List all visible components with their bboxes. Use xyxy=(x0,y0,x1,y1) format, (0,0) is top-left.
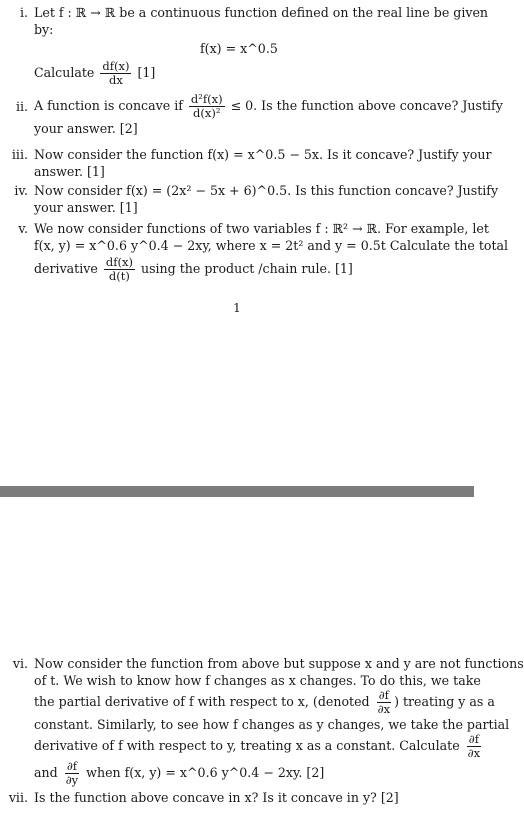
partial-x-fraction xyxy=(466,733,482,760)
derivative-line xyxy=(34,256,466,283)
question-text: and xyxy=(34,765,58,780)
fraction-numerator: ∂f xyxy=(468,732,479,746)
question-text-line: constant. Similarly, to see how f changes as y changes, we take the partial xyxy=(34,717,510,732)
page-number: 1 xyxy=(233,301,241,315)
question-text: ) treating y as a xyxy=(394,694,495,709)
question-number: iii. xyxy=(11,147,28,162)
partial-x-fraction xyxy=(376,689,392,716)
question-text-line: We now consider functions of two variables f : ℝ² → ℝ. For example, let xyxy=(34,221,489,236)
question-text: the partial derivative of f with respect to x, (denoted xyxy=(34,694,370,709)
fraction-denominator: ∂y xyxy=(65,773,79,787)
fraction-numerator: ∂f xyxy=(66,759,78,773)
fraction-denominator: ∂x xyxy=(377,702,391,716)
question-text: A function is concave if xyxy=(34,98,183,113)
fraction-numerator: df(x) xyxy=(105,255,133,269)
question-text: when f(x, y) = x^0.6 y^0.4 − 2xy. [2] xyxy=(86,765,325,780)
fraction-denominator: d(t) xyxy=(108,269,130,283)
question-text-line: Let f : ℝ → ℝ be a continuous function defined on the real line be given xyxy=(34,5,489,20)
question-text-line: your answer. [2] xyxy=(34,121,138,136)
total-derivative-fraction xyxy=(104,256,135,283)
question-number: i. xyxy=(19,5,28,20)
fraction-numerator: d²f(x) xyxy=(190,92,223,106)
question-text-line: your answer. [1] xyxy=(34,200,138,215)
question-text-line: by: xyxy=(34,22,54,37)
derivative-label: derivative xyxy=(34,261,98,276)
partial-y-line xyxy=(34,760,466,787)
question-number: v. xyxy=(18,221,28,236)
question-text: ≤ 0. Is the function above concave? Justify xyxy=(230,98,503,113)
calculate-partial-line xyxy=(34,732,481,760)
fraction-denominator: ∂x xyxy=(467,746,481,760)
question-number: vii. xyxy=(8,790,28,805)
question-text-line: Now consider the function from above but suppose x and y are not functions xyxy=(34,656,524,671)
fraction-denominator: dx xyxy=(109,73,123,87)
partial-y-fraction xyxy=(64,760,80,787)
question-text-line: Now consider f(x) = (2x² − 5x + 6)^0.5. Is this function concave? Justify xyxy=(34,183,499,198)
question-text-line: f(x, y) = x^0.6 y^0.4 − 2xy, where x = 2t² and y = 0.5t Calculate the total xyxy=(34,238,509,253)
equation-f: f(x) = x^0.5 xyxy=(200,41,278,56)
question-text-line: Now consider the function f(x) = x^0.5 − 5x. Is it concave? Justify your xyxy=(34,147,492,162)
question-text-line: of t. We wish to know how f changes as x changes. To do this, we take xyxy=(34,673,481,688)
question-text: derivative of f with respect to y, treating x as a constant. Calculate xyxy=(34,738,460,753)
marks: [1] xyxy=(137,65,156,80)
fraction-numerator: ∂f xyxy=(378,688,389,702)
fraction-numerator: df(x) xyxy=(102,59,130,73)
question-number: iv. xyxy=(14,183,28,198)
question-text-line: answer. [1] xyxy=(34,164,105,179)
question-text-line: Is the function above concave in x? Is it concave in y? [2] xyxy=(34,790,399,805)
page-divider xyxy=(0,486,474,497)
calculate-label: Calculate xyxy=(34,65,95,80)
second-derivative-fraction xyxy=(189,93,225,120)
question-number: vi. xyxy=(12,656,28,671)
fraction-denominator: d(x)² xyxy=(193,106,221,120)
derivative-fraction xyxy=(100,60,131,87)
question-text: using the product /chain rule. [1] xyxy=(140,261,353,276)
partial-x-line xyxy=(34,688,495,716)
page-two xyxy=(0,497,524,814)
question-number: ii. xyxy=(15,99,28,114)
